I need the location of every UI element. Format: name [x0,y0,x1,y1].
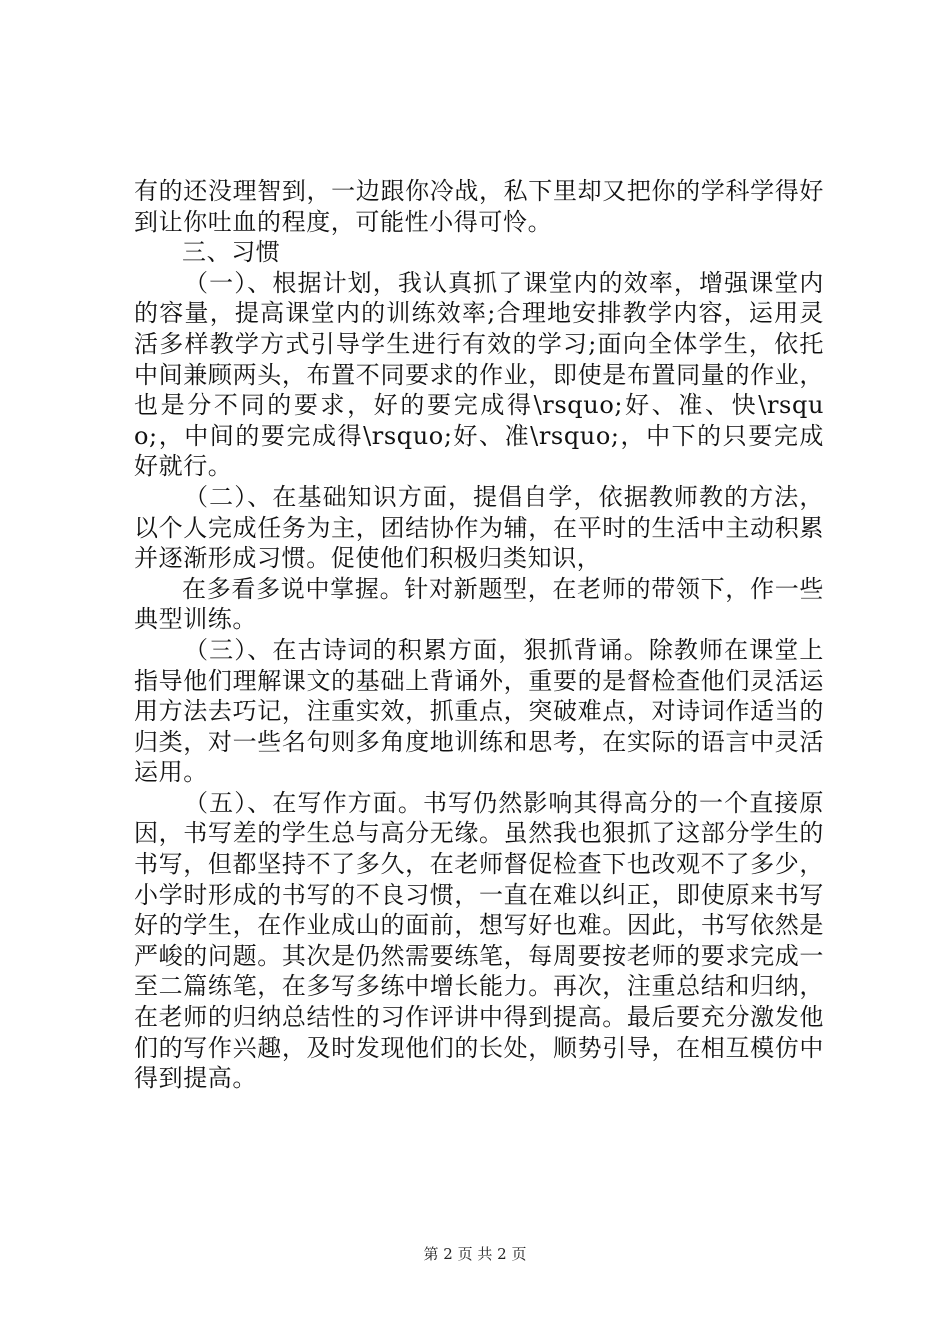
paragraph-continuation: 有的还没理智到，一边跟你冷战，私下里却又把你的学科学得好到让你吐血的程度，可能性小得可怜。 [134,177,824,236]
page-footer: 第 2 页 共 2 页 [423,1245,527,1263]
paragraph-item-1: （一）、根据计划，我认真抓了课堂内的效率，增强课堂内的容量，提高课堂内的训练效率;合理地安排教学内容，运用灵活多样教学方式引导学生进行有效的学习;面向全体学生，依托中间兼顾两头，布置不同要求的作业，即使是布置同量的作业，也是分不同的要求，好的要完成得\rsquo;好、准、快\rsquo;，中间的要完成得\rsquo;好、准\rsquo;，中下的只要完成好就行。 [134,268,824,481]
section-heading-habits: 三、习惯 [182,238,281,267]
paragraph-item-3: （三）、在古诗词的积累方面，狠抓背诵。除教师在课堂上指导他们理解课文的基础上背诵外，重要的是督检查他们灵活运用方法去巧记，注重实效，抓重点，突破难点，对诗词作适当的归类，对一些名句则多角度地训练和思考，在实际的语言中灵活运用。 [134,635,824,787]
document-body [134,176,824,1094]
paragraph-item-5: （五）、在写作方面。书写仍然影响其得高分的一个直接原因，书写差的学生总与高分无缘。虽然我也狠抓了这部分学生的书写，但都坚持不了多久，在老师督促检查下也改观不了多少，小学时形成的书写的不良习惯，一直在难以纠正，即使原来书写好的学生，在作业成山的面前，想写好也难。因此，书写依然是严峻的问题。其次是仍然需要练笔，每周要按老师的要求完成一至二篇练笔，在多写多练中增长能力。再次，注重总结和归纳，在老师的归纳总结性的习作评讲中得到提高。最后要充分激发他们的写作兴趣，及时发现他们的长处，顺势引导，在相互模仿中得到提高。 [134,788,824,1093]
paragraph-item-2: （二）、在基础知识方面，提倡自学，依据教师教的方法，以个人完成任务为主，团结协作为辅，在平时的生活中主动积累并逐渐形成习惯。促使他们积极归类知识， [134,482,824,573]
paragraph-item-2-continued: 在多看多说中掌握。针对新题型，在老师的带领下，作一些典型训练。 [134,574,824,634]
